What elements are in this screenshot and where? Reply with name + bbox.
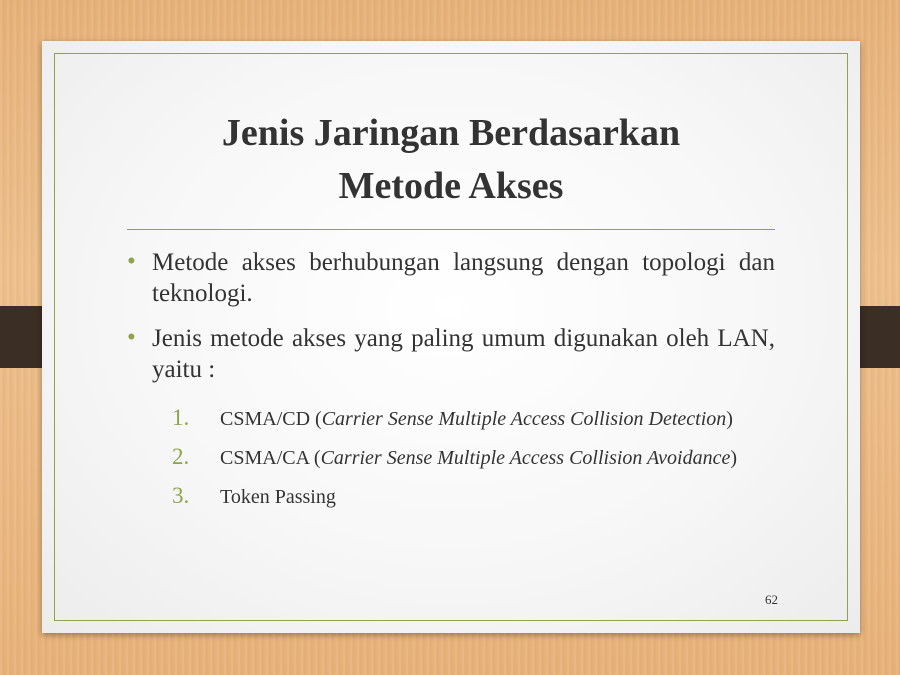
numbered-item — [172, 407, 775, 432]
title-divider — [127, 229, 775, 230]
bullet-text: Metode akses berhubungan langsung dengan topologi dan teknologi. — [152, 249, 775, 307]
title-line-1: Jenis Jaringan Berdasarkan — [221, 112, 681, 154]
numbered-item — [172, 446, 775, 471]
page-number: 62 — [765, 592, 778, 607]
slide-card — [42, 41, 860, 633]
bullet-list — [127, 247, 775, 399]
bullet-marker: • — [127, 248, 136, 275]
slide-title — [122, 107, 780, 213]
bullet-marker: • — [127, 324, 136, 351]
number-marker: 3. — [172, 483, 190, 508]
number-marker: 1. — [172, 405, 190, 430]
number-marker: 2. — [172, 444, 190, 469]
item-text: Token Passing — [220, 486, 336, 508]
numbered-list — [172, 407, 775, 524]
title-line-2: Metode Akses — [338, 165, 564, 207]
item-text-close: ) — [726, 408, 733, 430]
numbered-item — [172, 485, 775, 510]
item-text-italic: Carrier Sense Multiple Access Collision Detection — [321, 408, 727, 430]
bullet-text: Jenis metode akses yang paling umum digunakan oleh LAN, yaitu : — [152, 325, 775, 383]
bullet-item — [127, 323, 775, 385]
item-text: CSMA/CA ( — [220, 447, 321, 469]
item-text-close: ) — [730, 447, 738, 469]
item-text: CSMA/CD ( — [220, 408, 322, 430]
item-text-italic: Carrier Sense Multiple Access Collision Avoidance — [320, 447, 731, 469]
bullet-item — [127, 247, 775, 309]
